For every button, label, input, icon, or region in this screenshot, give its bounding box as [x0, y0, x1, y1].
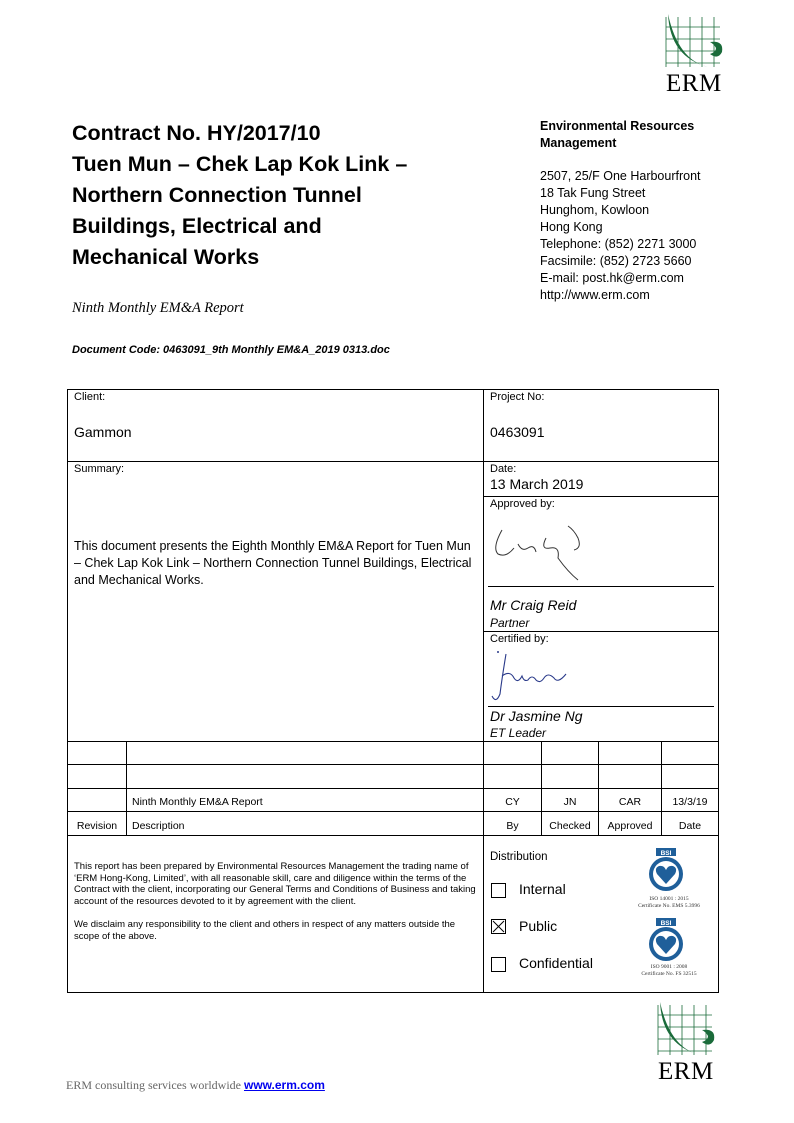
date-label: Date: — [490, 463, 517, 475]
row-divider — [67, 788, 719, 789]
title-line: Contract No. HY/2017/10 — [72, 121, 321, 145]
address-line: Facsimile: (852) 2723 5660 — [540, 254, 692, 268]
disclaimer-paragraph: We disclaim any responsibility to the client and others in respect of any matters outside the scope of the above. — [74, 919, 456, 942]
address-line: Hong Kong — [540, 220, 603, 234]
table-border-left — [67, 389, 68, 993]
bsi-badge-text: BSI — [660, 920, 672, 927]
table-border-top — [67, 389, 719, 390]
address-line: 18 Tak Fung Street — [540, 186, 646, 200]
title-line: Mechanical Works — [72, 245, 260, 269]
row-divider — [67, 811, 719, 812]
approver-role: Partner — [490, 616, 530, 630]
certificate-line1: ISO 9001 : 2008 — [650, 964, 688, 970]
distribution-label: Distribution — [490, 851, 548, 863]
signature-line — [488, 586, 714, 587]
company-name: Environmental Resources Management — [540, 119, 695, 150]
revision-date: 13/3/19 — [672, 796, 708, 808]
contract-title — [72, 118, 492, 273]
address-line: 2507, 25/F One Harbourfront — [540, 169, 701, 183]
title-line: Northern Connection Tunnel — [72, 183, 362, 207]
row-divider — [67, 461, 719, 462]
header-date: Date — [678, 820, 702, 832]
approver-name: Mr Craig Reid — [490, 597, 577, 613]
company-address — [540, 168, 701, 304]
address-line: E-mail: post.hk@erm.com — [540, 271, 684, 285]
erm-logo-bottom — [650, 1000, 720, 1090]
title-line: Buildings, Electrical and — [72, 214, 322, 238]
title-line: Tuen Mun – Chek Lap Kok Link – — [72, 152, 408, 176]
client-label: Client: — [74, 391, 106, 403]
internal-label: Internal — [519, 881, 566, 897]
confidential-checkbox[interactable] — [491, 957, 506, 972]
header-revision: Revision — [76, 820, 118, 832]
date-value: 13 March 2019 — [490, 476, 584, 492]
revision-checked: JN — [563, 796, 577, 808]
table-border-bottom — [67, 992, 719, 993]
table-border-right — [718, 389, 719, 993]
certifier-signature — [488, 648, 578, 706]
certified-label: Certified by: — [490, 633, 549, 645]
address-line: Telephone: (852) 2271 3000 — [540, 237, 697, 251]
public-checkbox[interactable] — [491, 919, 506, 934]
approved-label: Approved by: — [490, 498, 555, 510]
certifier-role: ET Leader — [490, 726, 547, 740]
col-divider — [126, 741, 127, 835]
row-divider — [67, 741, 719, 742]
document-code: Document Code: 0463091_9th Monthly EM&A_2019 0313.doc — [72, 344, 390, 356]
bsi-badge-text: BSI — [660, 850, 672, 857]
footer-link[interactable]: www.erm.com — [243, 1078, 325, 1092]
revision-by: CY — [505, 796, 520, 808]
project-label: Project No: — [490, 391, 545, 403]
bsi-certificate-2 — [634, 918, 704, 980]
header-approved: Approved — [607, 820, 653, 832]
address-line: http://www.erm.com — [540, 288, 650, 302]
disclaimer-paragraph: This report has been prepared by Environmental Resources Management the trading name of ‘ERM Hong-Kong, Limited’, with all reasonable skill, care and diligence within the terms of the Contract with the client, incorporating our General Terms and Conditions of Business and taking account of the resources devoted to it by agreement with the client. — [74, 861, 476, 907]
project-value: 0463091 — [490, 424, 545, 440]
erm-logo-text: ERM — [666, 70, 722, 97]
row-divider — [67, 764, 719, 765]
summary-label: Summary: — [74, 463, 125, 475]
header-checked: Checked — [549, 820, 591, 832]
address-line: Hunghom, Kowloon — [540, 203, 650, 217]
table-divider-vertical — [483, 389, 484, 993]
summary-text: This document presents the Eighth Monthly EM&A Report for Tuen Mun – Chek Lap Kok Link – Northern Connection Tunnel Buildings, Electrical and Mechanical Works. — [74, 539, 472, 587]
bsi-heart-icon — [634, 918, 704, 962]
signature-line — [488, 706, 714, 707]
client-value: Gammon — [74, 424, 132, 440]
footer — [66, 1078, 325, 1093]
erm-leaf-icon — [650, 1000, 720, 1060]
certificate-line2: Certificate No. FS 32515 — [641, 971, 697, 977]
erm-logo-text: ERM — [658, 1058, 714, 1085]
revision-approved: CAR — [618, 796, 642, 808]
public-label: Public — [519, 918, 558, 934]
header-description: Description — [132, 820, 185, 832]
revision-description: Ninth Monthly EM&A Report — [132, 796, 263, 808]
bsi-certificate-1 — [634, 848, 704, 910]
report-subtitle: Ninth Monthly EM&A Report — [72, 300, 244, 316]
bsi-heart-icon — [634, 848, 704, 892]
check-x-icon — [492, 920, 505, 933]
certificate-line1: ISO 14001 : 2015 — [649, 896, 689, 902]
footer-text: ERM consulting services worldwide — [66, 1078, 241, 1092]
erm-leaf-icon — [658, 12, 728, 72]
row-divider — [484, 631, 719, 632]
internal-checkbox[interactable] — [491, 883, 506, 898]
erm-logo-top — [658, 12, 728, 102]
certificate-line2: Certificate No. EMS 5.3996 — [638, 903, 700, 909]
row-divider — [484, 496, 719, 497]
row-divider — [67, 835, 719, 836]
approver-signature — [488, 518, 588, 582]
certifier-name: Dr Jasmine Ng — [490, 708, 583, 724]
confidential-label: Confidential — [519, 955, 593, 971]
header-by: By — [506, 820, 519, 832]
